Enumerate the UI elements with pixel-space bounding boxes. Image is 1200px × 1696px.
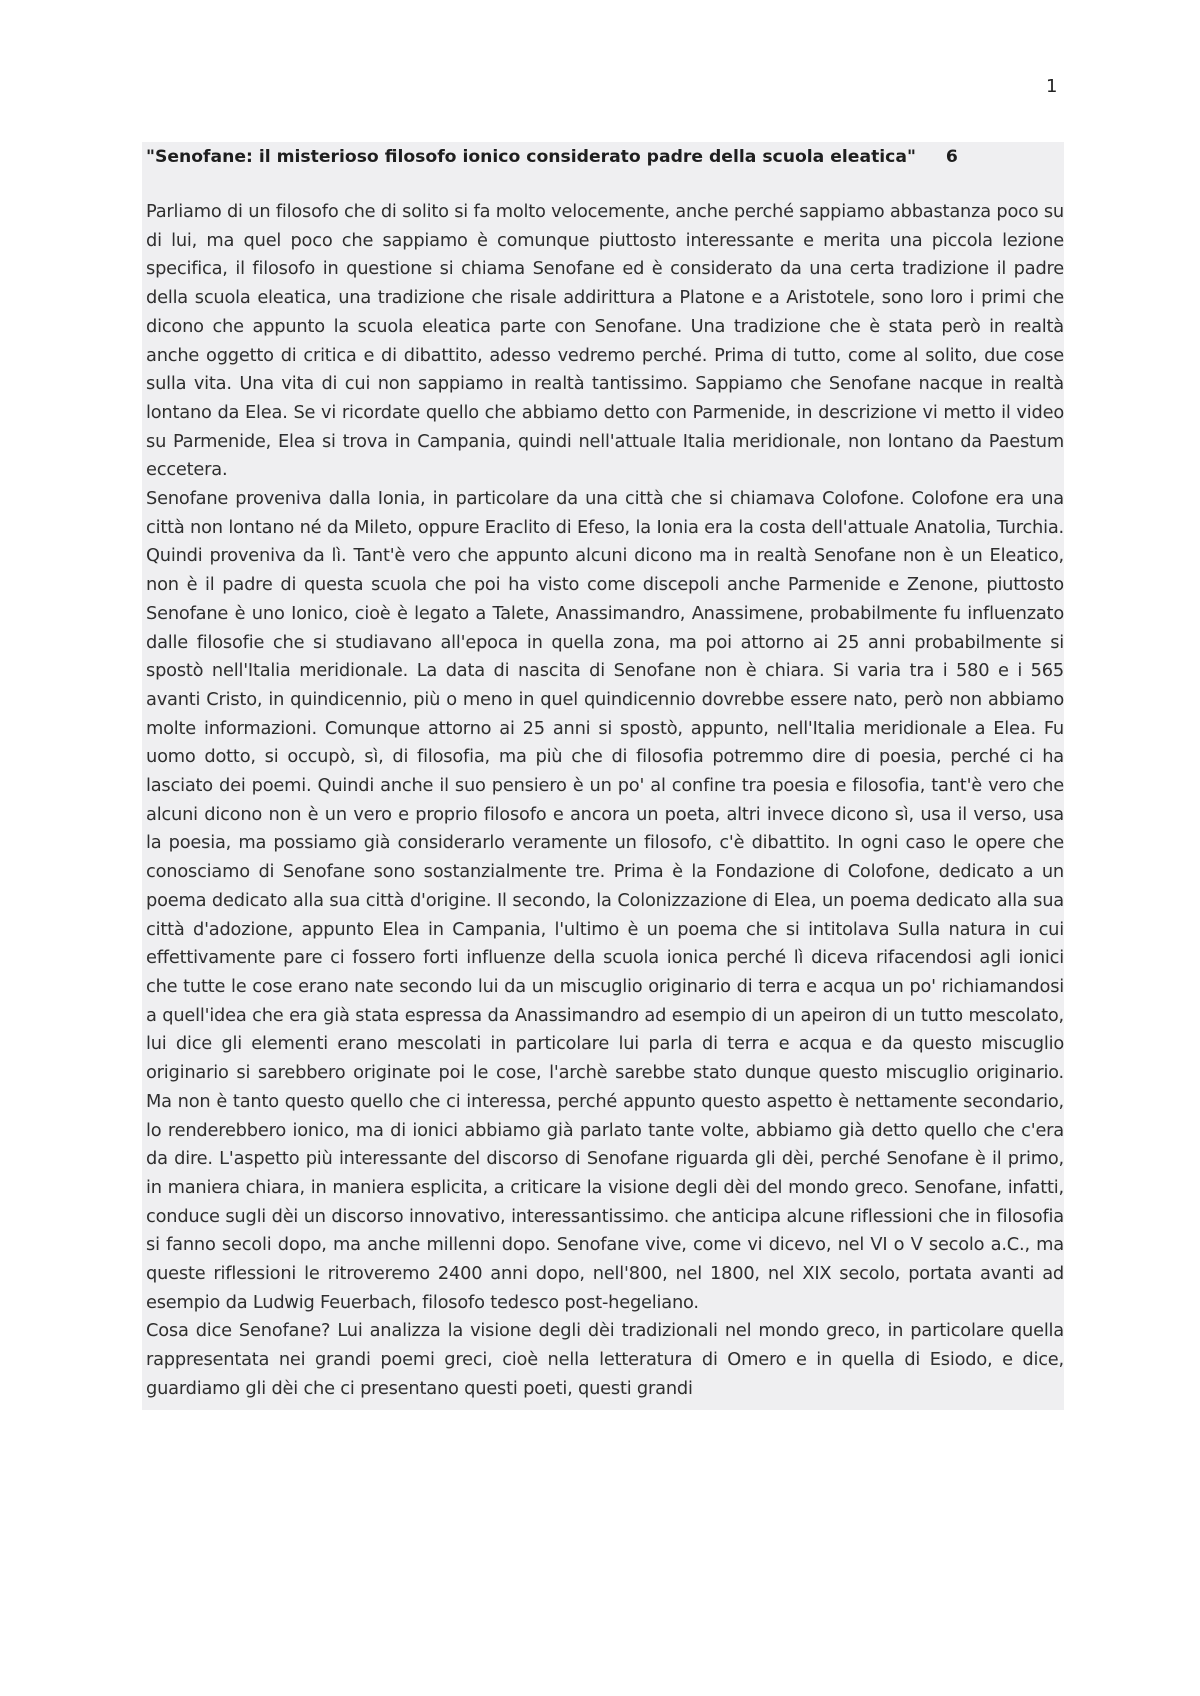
document-body: [142, 142, 1064, 1410]
paragraph-2: Senofane proveniva dalla Ionia, in particolare da una città che si chiamava Colofone. Colofone era una città non lontano né da Mileto, oppure Eraclito di Efeso, la Ionia era la costa dell'attuale Anatolia, Turchia. Quindi proveniva da lì. Tant'è vero che appunto alcuni dicono ma in realtà Senofane non è un Eleatico, non è il padre di questa scuola che poi ha visto come discepoli anche Parmenide e Zenone, piuttosto Senofane è uno Ionico, cioè è legato a Talete, Anassimandro, Anassimene, probabilmente fu influenzato dalle filosofie che si studiavano all'epoca in quella zona, ma poi attorno ai 25 anni probabilmente si spostò nell'Italia meridionale. La data di nascita di Senofane non è chiara. Si varia tra i 580 e i 565 avanti Cristo, in quindicennio, più o meno in quel quindicennio dovrebbe essere nato, però non abbiamo molte informazioni. Comunque attorno ai 25 anni si spostò, appunto, nell'Italia meridionale a Elea. Fu uomo dotto, si occupò, sì, di filosofia, ma più che di filosofia potremmo dire di poesia, perché ci ha lasciato dei poemi. Quindi anche il suo pensiero è un po' al confine tra poesia e filosofia, tant'è vero che alcuni dicono non è un vero e proprio filosofo e ancora un poeta, altri invece dicono sì, usa il verso, usa la poesia, ma possiamo già considerarlo veramente un filosofo, c'è dibattito. In ogni caso le opere che conosciamo di Senofane sono sostanzialmente tre. Prima è la Fondazione di Colofone, dedicato a un poema dedicato alla sua città d'origine. Il secondo, la Colonizzazione di Elea, un poema dedicato alla sua città d'adozione, appunto Elea in Campania, l'ultimo è un poema che si intitolava Sulla natura in cui effettivamente pare ci fossero forti influenze della scuola ionica perché lì diceva rifacendosi agli ionici che tutte le cose erano nate secondo lui da un miscuglio originario di terra e acqua un po' richiamandosi a quell'idea che era già stata espressa da Anassimandro ad esempio di un apeiron di un tutto mescolato, lui dice gli elementi erano mescolati in particolare lui parla di terra e acqua e da questo miscuglio originario si sarebbero originate poi le cose, l'archè sarebbe stato dunque questo miscuglio originario. Ma non è tanto questo quello che ci interessa, perché appunto questo aspetto è nettamente secondario, lo renderebbero ionico, ma di ionici abbiamo già parlato tante volte, abbiamo già detto quello che c'era da dire. L'aspetto più interessante del discorso di Senofane riguarda gli dèi, perché Senofane è il primo, in maniera chiara, in maniera esplicita, a criticare la visione degli dèi del mondo greco. Senofane, infatti, conduce sugli dèi un discorso innovativo, interessantissimo. che anticipa alcune riflessioni che in filosofia si fanno secoli dopo, ma anche millenni dopo. Senofane vive, come vi dicevo, nel VI o V secolo a.C., ma queste riflessioni le ritroveremo 2400 anni dopo, nell'800, nel 1800, nel XIX secolo, portata avanti ad esempio da Ludwig Feuerbach, filosofo tedesco post-hegeliano.: [146, 488, 1064, 1313]
document-title-row: [146, 142, 1064, 172]
title-spacer: [146, 172, 1064, 198]
paragraph-3: Cosa dice Senofane? Lui analizza la visione degli dèi tradizionali nel mondo greco, in particolare quella rappresentata nei grandi poemi greci, cioè nella letteratura di Omero e in quella di Esiodo, e dice, guardiamo gli dèi che ci presentano questi poeti, questi grandi: [146, 1320, 1064, 1399]
document-title: "Senofane: il misterioso filosofo ionico considerato padre della scuola eleatica": [146, 147, 916, 167]
paragraph-1: Parliamo di un filosofo che di solito si fa molto velocemente, anche perché sappiamo abbastanza poco su di lui, ma quel poco che sappiamo è comunque piuttosto interessante e merita una piccola lezione specifica, il filosofo in questione si chiama Senofane ed è considerato da una certa tradizione il padre della scuola eleatica, una tradizione che risale addirittura a Platone e a Aristotele, sono loro i primi che dicono che appunto la scuola eleatica parte con Senofane. Una tradizione che è stata però in realtà anche oggetto di critica e di dibattito, adesso vedremo perché. Prima di tutto, come al solito, due cose sulla vita. Una vita di cui non sappiamo in realtà tantissimo. Sappiamo che Senofane nacque in realtà lontano da Elea. Se vi ricordate quello che abbiamo detto con Parmenide, in descrizione vi metto il video su Parmenide, Elea si trova in Campania, quindi nell'attuale Italia meridionale, non lontano da Paestum eccetera.: [146, 201, 1064, 481]
title-number: 6: [945, 147, 958, 167]
page-number: 1: [1046, 76, 1058, 97]
